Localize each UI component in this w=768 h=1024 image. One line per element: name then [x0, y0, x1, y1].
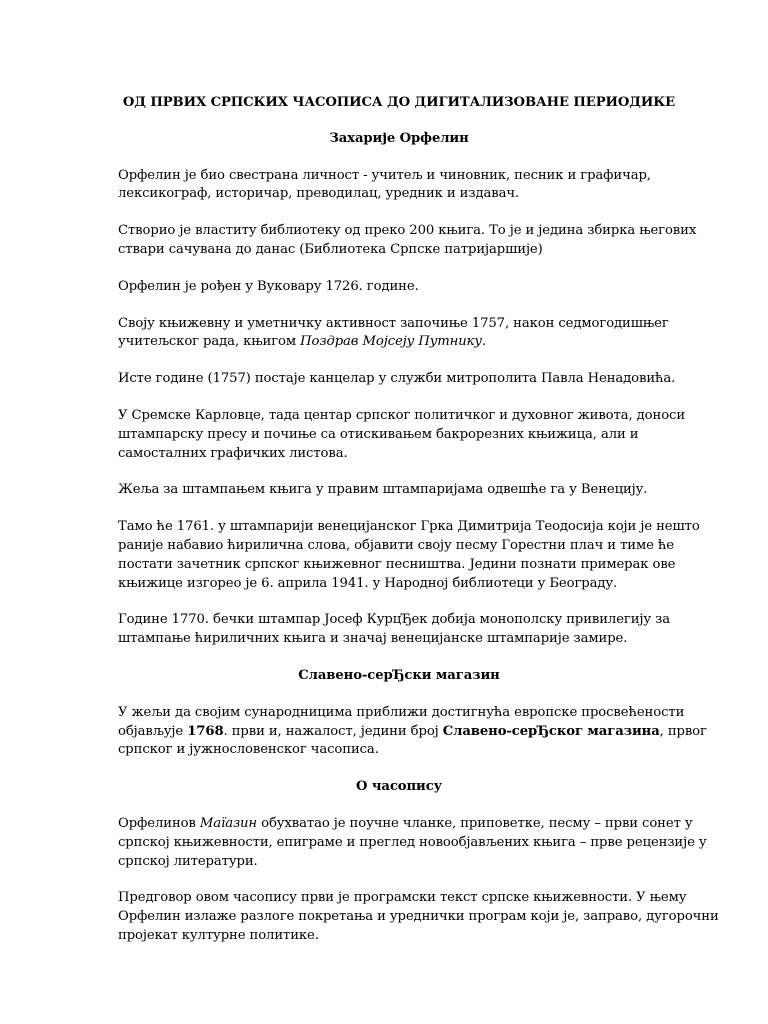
text-line: штампање ћириличних књига и значај венецијанске штампарије замире.: [118, 631, 628, 647]
text-run: .: [481, 334, 487, 350]
text-run: објављује: [118, 723, 188, 739]
text-line: ствари сачувана до данас (Библиотека Српске патријаршије): [118, 241, 543, 257]
text-line: штампарску пресу и почиње са отискивањем бакрорезних књижица, али и: [118, 426, 639, 442]
text-line: књижице изгорео је 6. априла 1941. у Народној библиотеци у Београду.: [118, 575, 618, 591]
text-line: Тамо ће 1761. у штампарији венецијанског Грка Димитрија Теодосија који је нешто: [118, 519, 700, 535]
text-line: српског и јужнословенског часописа.: [118, 742, 379, 758]
paragraph: [118, 611, 680, 649]
text-line: Године 1770. бечки штампар Јосеф КурцЂек добија монополску привилегију за: [118, 612, 671, 628]
text-line: српској књижевности, епиграме и преглед новообјављених књига – прве рецензије у: [118, 834, 707, 850]
text-run: , првог: [659, 723, 707, 739]
text-line: Предговор овом часопису први је програмски текст српске књижевности. У њему: [118, 890, 687, 906]
paragraph: [118, 222, 697, 260]
text-line: Орфелин излаже разлоге покретања и уреднички програм који је, заправо, дугорочни: [118, 909, 719, 925]
paragraph: [118, 481, 680, 500]
paragraph: [118, 518, 700, 593]
document-page: [118, 80, 719, 964]
text-line: самосталних графичких листова.: [118, 445, 348, 461]
text-run: обухватао је поучне чланке, приповетке, песму – први сонет у: [257, 815, 693, 831]
year-highlight: 1768: [187, 723, 224, 739]
paragraph: [118, 889, 719, 945]
section-heading-orfelin: Захарије Орфелин: [329, 130, 469, 146]
text-line: Створио је властиту библиотеку од преко 200 књига. То је и једина збирка његових: [118, 223, 697, 239]
book-title: Поздрав Мојсеју Путнику: [300, 334, 482, 350]
text-line: Исте године (1757) постаје канцелар у служби митрополита Павла Ненадовића.: [118, 371, 676, 387]
text-line: раније набавио ћирилична слова, објавити своју песму Горестни плач и тиме ће: [118, 537, 675, 553]
paragraph: [118, 704, 707, 760]
paragraph: [118, 278, 680, 297]
paragraph: [118, 370, 680, 389]
text-line: пројекат културне политике.: [118, 927, 319, 943]
section-heading-magazine: Славено-серЂски магазин: [298, 667, 500, 683]
text-line: [118, 723, 707, 742]
text-line: Орфелин је био свестрана личност - учитељ и чиновник, песник и графичар,: [118, 167, 651, 183]
paragraph: [118, 815, 707, 871]
document-title: ОД ПРВИХ СРПСКИХ ЧАСОПИСА ДО ДИГИТАЛИЗОВАНЕ ПЕРИОДИКЕ: [122, 95, 676, 110]
text-run: учитељског рада, књигом: [118, 334, 301, 350]
text-line: У Сремске Карловце, тада центар српског политичког и духовног живота, доноси: [118, 407, 686, 423]
text-line: [118, 815, 693, 834]
text-line: Жеља за штампањем књига у правим штампаријама одвешће га у Венецију.: [118, 482, 648, 498]
paragraph: [118, 167, 680, 205]
text-line: [118, 333, 680, 352]
paragraph: [118, 407, 686, 463]
text-line: постати зачетник српског књижевног песништва. Једини познати примерак ове: [118, 556, 676, 572]
paragraph: [118, 315, 680, 353]
section-heading-about: О часопису: [355, 779, 442, 795]
text-line: лексикограф, историчар, преводилац, уредник и издавач.: [118, 186, 520, 202]
text-line: Своју књижевну и уметничку активност започиње 1757, након седмогодишњег: [118, 315, 669, 331]
text-line: Орфелин је рођен у Вуковару 1726. године.: [118, 278, 419, 294]
magazine-name: Маїазин: [199, 815, 258, 831]
text-line: српској литератури.: [118, 853, 258, 869]
text-line: У жељи да својим сународницима приближи достигнућа европске просвећености: [118, 704, 685, 720]
magazine-title: Славено-серЂског магазина: [442, 723, 660, 739]
text-run: Орфелинов: [118, 815, 200, 831]
text-run: . први и, нажалост, једини број: [223, 723, 443, 739]
